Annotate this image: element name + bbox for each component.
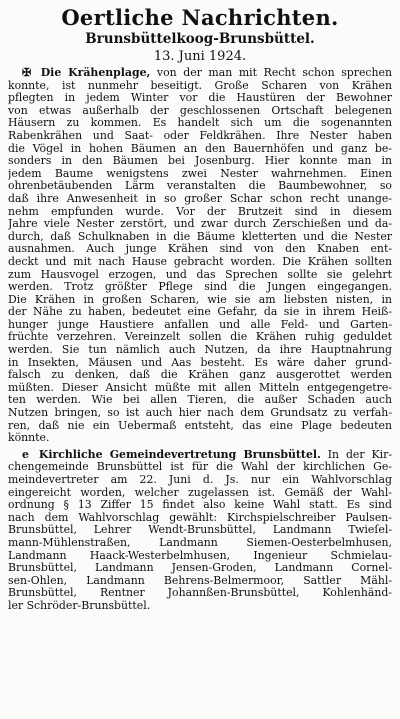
article-first-line-text: In der Kir- [327,448,392,461]
text-line: werden. Trotz größter Pflege sind die Jungen eingegangen. [8,281,392,294]
text-line: daß ihre Anwesenheit in so großer Schar schon recht unange- [8,192,392,205]
text-line: mann-Mühlenstraßen, Landmann Siemen-Oesterbelmhusen, [8,536,392,549]
text-line: Brunsbüttel, Lehrer Wendt-Brunsbüttel, Landmann Twieſel- [8,524,392,537]
text-line: eingereicht worden, welcher zugelassen ist. Gemäß der Wahl- [8,486,392,499]
article-first-line [8,67,392,80]
text-line: ohrenbetäubenden Lärm veranstalten die Baumbewohner, so [8,180,392,193]
article-first-line-text: von der man mit Recht schon sprechen [156,67,392,79]
article-first-line [8,449,392,462]
article-headline: Die Krähenplage, [40,67,151,79]
text-line: zum Hausvogel erzogen, und das Sprechen sollte sie gelehrt [8,268,392,281]
article-body [8,80,392,445]
text-line: hunger junge Haustiere anfallen und alle Feld- und Garten- [8,318,392,331]
text-line: Brunsbüttel, Landmann Jensen-Groden, Landmann Cornel- [8,562,392,575]
text-line: Landmann Haack-Westerbelmhusen, Ingenieur Schmielau- [8,549,392,562]
text-line: nehm empfunden wurde. Vor der Brutzeit sind in diesem [8,205,392,218]
text-line: meindevertreter am 22. Juni d. Js. nur ein Wahlvorschlag [8,474,392,486]
article-marker: e [22,448,29,461]
issue-date: 13. Juni 1924. [153,49,247,64]
text-line: deckt und mit nach Hause gebracht worden. Die Krähen sollten [8,255,392,268]
article-gemeindevertretung [8,449,392,613]
text-line: chengemeinde Brunsbüttel ist für die Wahl der kirchlichen Ge- [8,461,392,474]
text-line: früchte verzehren. Vereinzelt sollen die Krähen ruhig geduldet [8,331,392,344]
text-line: pflegten in jedem Winter vor die Haustüren der Bewohner [8,92,392,105]
text-line: von etwas außerhalb der geschlossenen Ortschaft belegenen [8,104,392,117]
text-line: nach dem Wahlvorschlag gewählt: Kirchspielschreiber Paulsen- [8,511,392,524]
text-line: die Vögel in hohen Bäumen an den Bauernhöfen und ganz be- [8,142,392,155]
text-line: Häusern zu kommen. Es handelt sich um die sogenannten [8,117,392,130]
article-marker: ✠ [22,67,32,79]
text-line: müßten. Dieser Ansicht müßte mit allen Mitteln entgegengetre- [8,381,392,394]
text-line: falsch zu denken, daß die Krähen ganz ausgerottet werden [8,369,392,382]
text-line: in Insekten, Mäusen und Aas besteht. Es wäre daher grund- [8,356,392,369]
text-line: werden. Sie tun nämlich auch Nutzen, da ihre Hauptnahrung [8,344,392,357]
text-line: ren, daß nie ein Uebermaß entsteht, das eine Plage bedeuten [8,419,392,432]
text-line: konnte, ist nunmehr beseitigt. Große Scharen von Krähen [8,79,392,92]
text-line: sonders in den Bäumen bei Josenburg. Hier konnte man in [8,155,392,168]
text-line: Brunsbüttel, Rentner Johannßen-Brunsbüttel, Kohlenhänd- [8,587,392,600]
text-line: Rabenkrähen und Saat- oder Feldkrähen. Ihre Nester haben [8,129,392,142]
text-line: durch, daß Schulknaben in die Bäume kletterten und die Nester [8,230,392,243]
text-line: jedem Baume wenigstens zwei Nester wahrnehmen. Einen [8,167,392,180]
text-line: könnte. [8,432,50,445]
article-kraehenplage [8,67,392,445]
text-line: ler Schröder-Brunsbüttel. [8,599,151,612]
article-body [8,461,392,612]
section-title: Oertliche Nachrichten. [61,5,339,30]
text-line: ten werden. Wie bei allen Tieren, die außer Schaden auch [8,394,392,407]
section-subtitle: Brunsbüttelkoog-Brunsbüttel. [85,31,315,47]
text-line: sen-Ohlen, Landmann Behrens-Belmermoor, Sattler Mähl- [8,574,392,587]
text-line: Nutzen bringen, so ist auch hier nach dem Grundsatz zu verfah- [8,407,392,420]
article-headline: Kirchliche Gemeindevertretung Brunsbüttel. [38,448,321,461]
text-line: ordnung § 13 Ziffer 15 findet also keine Wahl statt. Es sind [8,499,392,512]
text-line: Die Krähen in großen Scharen, wie sie am liebsten nisten, in [8,293,392,306]
text-line: der Nähe zu haben, bedeutet eine Gefahr, da sie in ihrem Heiß- [8,306,392,319]
text-line: ausnahmen. Auch junge Krähen sind von den Knaben ent- [8,243,392,256]
text-line: Jahre viele Nester zerstört, und zwar durch Zerschießen und da- [8,218,392,231]
